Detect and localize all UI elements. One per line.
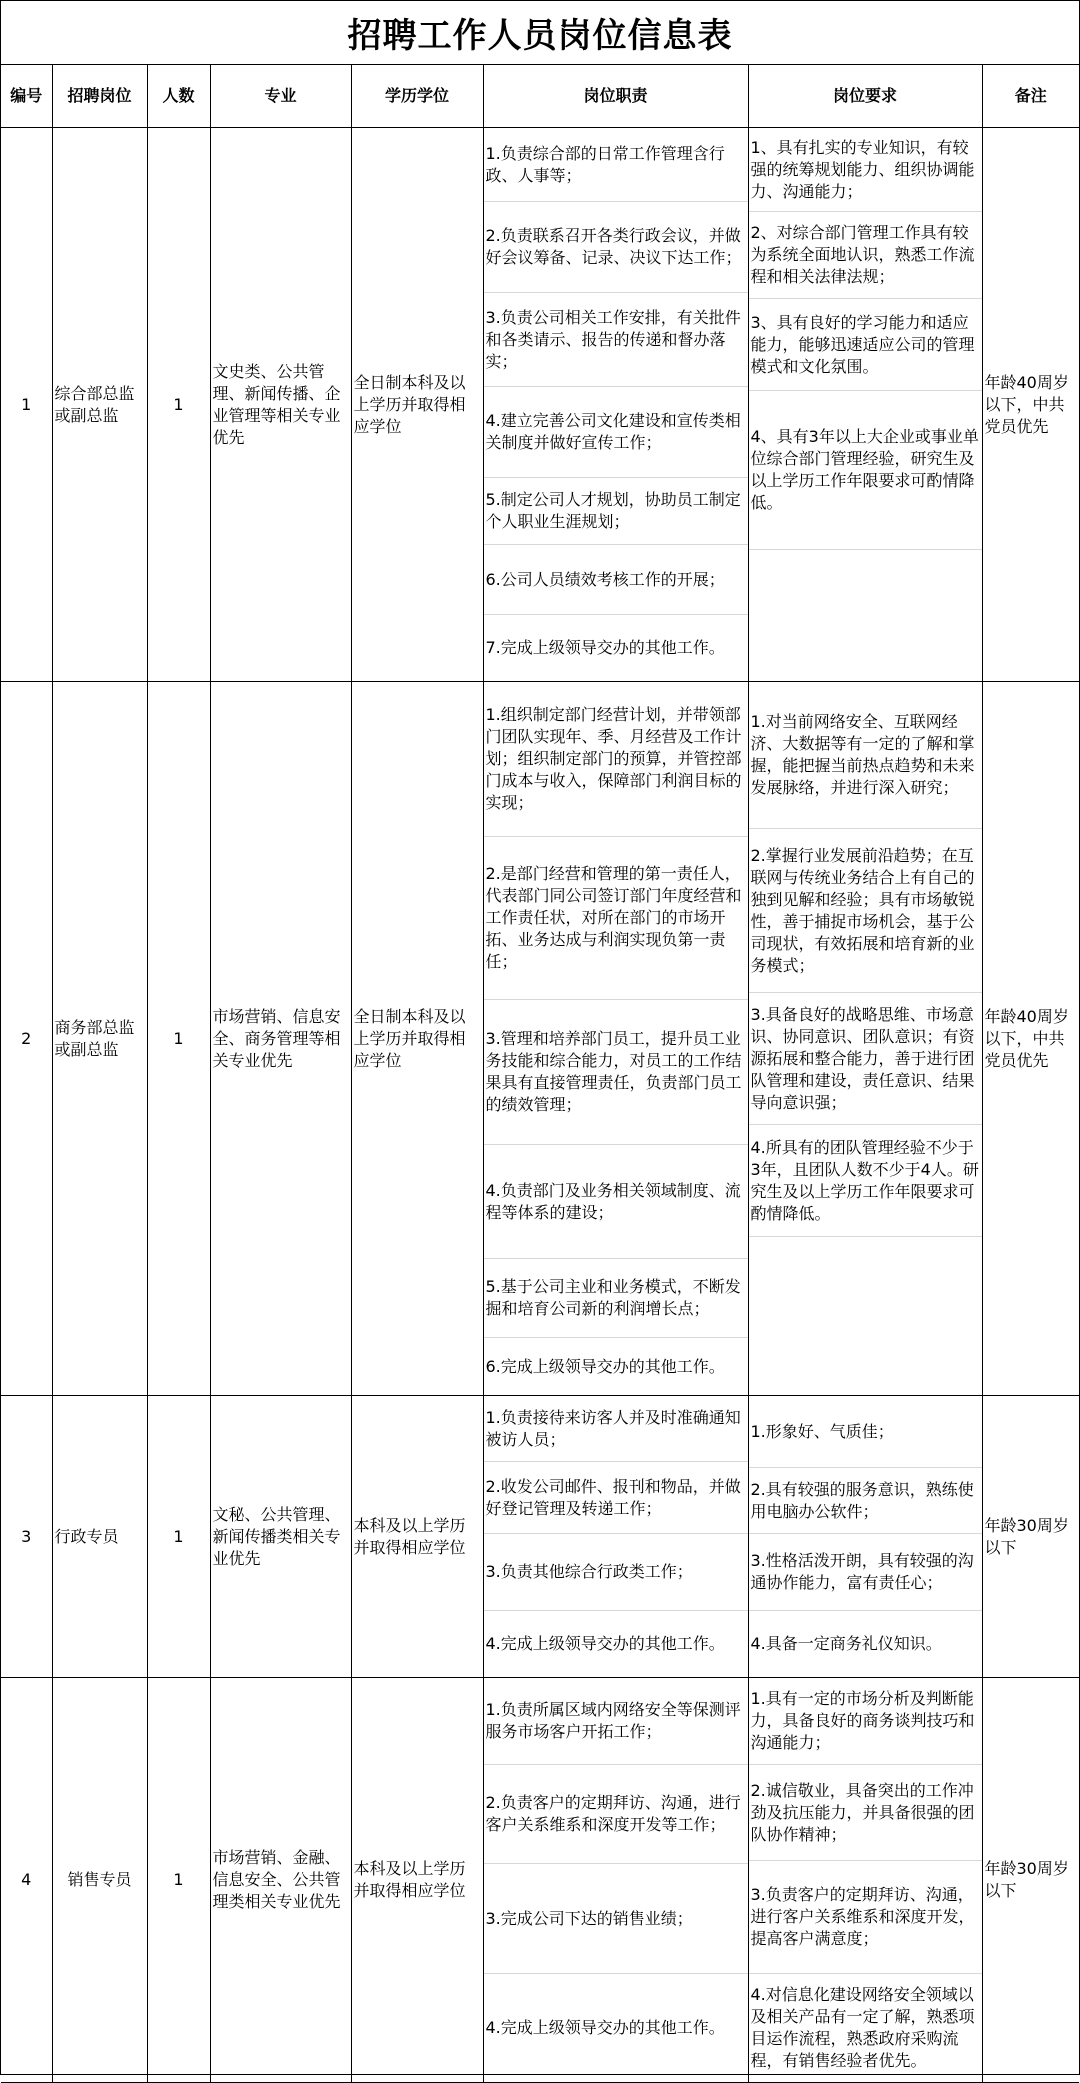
duty-item: 2.负责联系召开各类行政会议，并做好会议筹备、记录、决议下达工作；	[484, 202, 748, 293]
header-duties: 岗位职责	[483, 65, 748, 128]
duty-item: 3.完成公司下达的销售业绩；	[484, 1864, 748, 1974]
requirement-item: 1.具有一定的市场分析及判断能力，具备良好的商务谈判技巧和沟通能力；	[749, 1678, 982, 1765]
requirement-item: 2.掌握行业发展前沿趋势；在互联网与传统业务结合上有自己的独到见解和经验；具有市场敏锐性，善于捕捉市场机会，基于公司现状，有效拓展和培育新的业务模式；	[749, 829, 982, 993]
cell-major: 文史类、公共管理、新闻传播、企业管理等相关专业优先	[210, 128, 351, 682]
duty-item: 5.制定公司人才规划，协助员工制定个人职业生涯规划；	[484, 478, 748, 545]
duty-item: 1.负责所属区域内网络安全等保测评服务市场客户开拓工作；	[484, 1678, 748, 1765]
cell-count: 1	[147, 1396, 210, 1678]
requirement-item: 3.性格活泼开朗，具有较强的沟通协作能力，富有责任心；	[749, 1534, 982, 1611]
cell-education: 全日制本科及以上学历并取得相应学位	[351, 682, 483, 1396]
duty-item: 2.负责客户的定期拜访、沟通，进行客户关系维系和深度开发等工作；	[484, 1765, 748, 1864]
duty-item: 6.完成上级领导交办的其他工作。	[485, 1356, 725, 1376]
cell-position: 销售专员	[52, 1678, 147, 2083]
table-title: 招聘工作人员岗位信息表	[1, 1, 1079, 65]
table-row	[1, 1396, 1079, 1678]
cell-requirements	[748, 128, 982, 682]
cell-position: 行政专员	[52, 1396, 147, 1678]
requirement-item: 4、具有3年以上大企业或事业单位综合部门管理经验，研究生及以上学历工作年限要求可酌情降低。	[749, 391, 982, 550]
requirement-item: 2、对综合部门管理工作具有较为系统全面地认识，熟悉工作流程和相关法律法规；	[749, 212, 982, 299]
duty-item: 1.组织制定部门经营计划，并带领部门团队实现年、季、月经营及工作计划；组织制定部门的预算，并管控部门成本与收入，保障部门利润目标的实现；	[484, 682, 748, 837]
header-education: 学历学位	[351, 65, 483, 128]
header-requirements: 岗位要求	[748, 65, 982, 128]
requirement-item: 3、具有良好的学习能力和适应能力，能够迅速适应公司的管理模式和文化氛围。	[749, 299, 982, 391]
cell-duties	[483, 682, 748, 1396]
cell-education: 本科及以上学历并取得相应学位	[351, 1396, 483, 1678]
requirement-item	[749, 550, 982, 681]
duty-item: 4.负责部门及业务相关领域制度、流程等体系的建设；	[484, 1145, 748, 1259]
requirement-item: 4.所具有的团队管理经验不少于3年，且团队人数不少于4人。研究生及以上学历工作年限要求可酌情降低。	[749, 1125, 982, 1237]
cell-position: 商务部总监或副总监	[52, 682, 147, 1396]
requirement-item: 3.负责客户的定期拜访、沟通，进行客户关系维系和深度开发，提高客户满意度；	[749, 1861, 982, 1974]
cell-duties	[483, 1678, 748, 2083]
cell-no: 2	[1, 682, 52, 1396]
cell-position: 综合部总监或副总监	[52, 128, 147, 682]
cell-count: 1	[147, 682, 210, 1396]
table-row	[1, 682, 1079, 1396]
cell-education: 全日制本科及以上学历并取得相应学位	[351, 128, 483, 682]
requirement-item: 4.具备一定商务礼仪知识。	[750, 1634, 942, 1653]
cell-requirements	[748, 1396, 982, 1678]
cell-major: 市场营销、信息安全、商务管理等相关专业优先	[210, 682, 351, 1396]
cell-remark: 年龄40周岁以下，中共党员优先	[982, 682, 1079, 1396]
duty-item: 6.公司人员绩效考核工作的开展；	[484, 545, 748, 615]
cell-remark: 年龄30周岁以下	[982, 1396, 1079, 1678]
cell-major: 市场营销、金融、信息安全、公共管理类相关专业优先	[210, 1678, 351, 2083]
header-major: 专业	[210, 65, 351, 128]
requirement-item: 2.具有较强的服务意识，熟练使用电脑办公软件；	[749, 1468, 982, 1534]
duty-item: 3.负责其他综合行政类工作；	[484, 1534, 748, 1611]
header-count: 人数	[147, 65, 210, 128]
duty-item: 3.负责公司相关工作安排，有关批件和各类请示、报告的传递和督办落实；	[484, 293, 748, 387]
header-row	[1, 65, 1079, 128]
requirement-item: 2.诚信敬业，具备突出的工作冲劲及抗压能力，并具备很强的团队协作精神；	[749, 1765, 982, 1861]
requirement-item: 1.形象好、气质佳；	[749, 1396, 982, 1468]
requirement-item: 3.具备良好的战略思维、市场意识、协同意识、团队意识；有资源拓展和整合能力，善于进行团队管理和建设，责任意识、结果导向意识强；	[749, 993, 982, 1125]
cell-count: 1	[147, 128, 210, 682]
duty-item: 7.完成上级领导交办的其他工作。	[485, 638, 725, 657]
requirement-item: 1.对当前网络安全、互联网经济、大数据等有一定的了解和掌握，能把握当前热点趋势和未来发展脉络，并进行深入研究；	[749, 682, 982, 829]
duty-item: 2.是部门经营和管理的第一责任人，代表部门同公司签订部门年度经营和工作责任状，对所在部门的市场开拓、业务达成与利润实现负第一责任；	[484, 837, 748, 1000]
cell-duties	[483, 1396, 748, 1678]
cell-remark: 年龄40周岁以下，中共党员优先	[982, 128, 1079, 682]
duty-item: 4.建立完善公司文化建设和宣传类相关制度并做好宣传工作；	[484, 387, 748, 478]
cell-no: 1	[1, 128, 52, 682]
duty-item: 1.负责综合部的日常工作管理含行政、人事等；	[484, 128, 748, 202]
requirement-item: 4.对信息化建设网络安全领域以及相关产品有一定了解，熟悉项目运作流程，熟悉政府采购流程，有销售经验者优先。	[750, 1985, 975, 2070]
duty-item: 1.负责接待来访客人并及时准确通知被访人员；	[484, 1396, 748, 1462]
cell-major: 文秘、公共管理、新闻传播类相关专业优先	[210, 1396, 351, 1678]
cell-count: 1	[147, 1678, 210, 2083]
cell-no: 3	[1, 1396, 52, 1678]
cell-requirements	[748, 1678, 982, 2083]
header-remark: 备注	[982, 65, 1079, 128]
table-row	[1, 128, 1079, 682]
requirement-item	[749, 1237, 982, 1395]
duty-item: 4.完成上级领导交办的其他工作。	[485, 1634, 725, 1653]
header-position: 招聘岗位	[52, 65, 147, 128]
cell-remark: 年龄30周岁以下	[982, 1678, 1079, 2083]
duty-item: 5.基于公司主业和业务模式，不断发掘和培育公司新的利润增长点；	[484, 1259, 748, 1338]
duty-item: 3.管理和培养部门员工，提升员工业务技能和综合能力，对员工的工作结果具有直接管理责任，负责部门员工的绩效管理；	[484, 1000, 748, 1145]
duty-item: 4.完成上级领导交办的其他工作。	[485, 2018, 725, 2037]
cell-no: 4	[1, 1678, 52, 2083]
cell-duties	[483, 128, 748, 682]
header-no: 编号	[1, 65, 52, 128]
cell-education: 本科及以上学历并取得相应学位	[351, 1678, 483, 2083]
recruitment-table	[1, 65, 1079, 2083]
table-row	[1, 1678, 1079, 2083]
requirement-item: 1、具有扎实的专业知识，有较强的统筹规划能力、组织协调能力、沟通能力；	[749, 128, 982, 212]
duty-item: 2.收发公司邮件、报刊和物品，并做好登记管理及转递工作；	[484, 1462, 748, 1534]
cell-requirements	[748, 682, 982, 1396]
